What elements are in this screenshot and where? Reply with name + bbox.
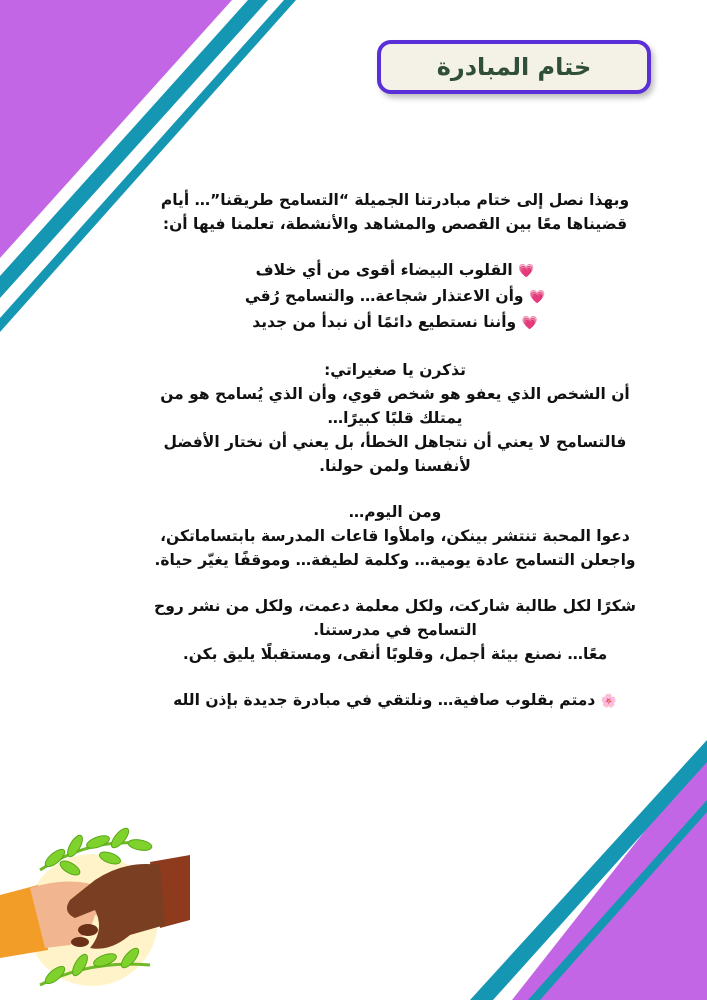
closing-text: دمتم بقلوب صافية… ونلتقي في مبادرة جديدة بإذن الله (173, 691, 596, 709)
pink-heart-icon: 💗 (518, 264, 535, 279)
today-paragraph: دعوا المحبة تنتشر بينكن، واملأوا قاعات المدرسة بابتساماتكن، واجعلن التسامح عادة يومية… وكلمة لطيفة… وموقفًا يغيّر حياة. (154, 527, 636, 569)
bullet-text: القلوب البيضاء أقوى من أي خلاف (255, 261, 513, 279)
remember-line: فالتسامح لا يعني أن نتجاهل الخطأ، بل يعني أن نختار الأفضل لأنفسنا ولمن حولنا. (163, 433, 627, 475)
bullet-item (140, 310, 650, 336)
title-box (377, 40, 651, 94)
pink-heart-icon: 💗 (528, 290, 546, 305)
remember-heading: تذكرن يا صغيراتي: (324, 361, 466, 379)
bullet-item (140, 284, 650, 310)
bullet-text: وأننا نستطيع دائمًا أن نبدأ من جديد (252, 313, 517, 331)
today-heading: ومن اليوم… (348, 503, 442, 521)
pink-heart-icon: 💗 (521, 316, 538, 331)
bullet-text: وأن الاعتذار شجاعة… والتسامح رُقي (244, 287, 524, 305)
bullet-item (140, 258, 650, 284)
closing-line (140, 688, 650, 714)
main-text (140, 188, 650, 714)
page-title: ختام المبادرة (436, 53, 592, 81)
flower-icon: 🌸 (600, 694, 617, 709)
remember-line: أن الشخص الذي يعفو هو شخص قوي، وأن الذي يُسامح هو من يمتلك قلبًا كبيرًا… (160, 385, 630, 427)
thanks-paragraph: شكرًا لكل طالبة شاركت، ولكل معلمة دعمت، ولكل من نشر روح التسامح في مدرستنا. (154, 597, 636, 639)
thanks-paragraph: معًا… نصنع بيئة أجمل، وقلوبًا أنقى، ومستقبلًا يليق بكن. (182, 645, 608, 663)
intro-paragraph: وبهذا نصل إلى ختام مبادرتنا الجميلة “التسامح طريقنا”… أيام قضيناها معًا بين القصص والمشاهد والأنشطة، تعلمنا فيها أن: (160, 191, 630, 233)
